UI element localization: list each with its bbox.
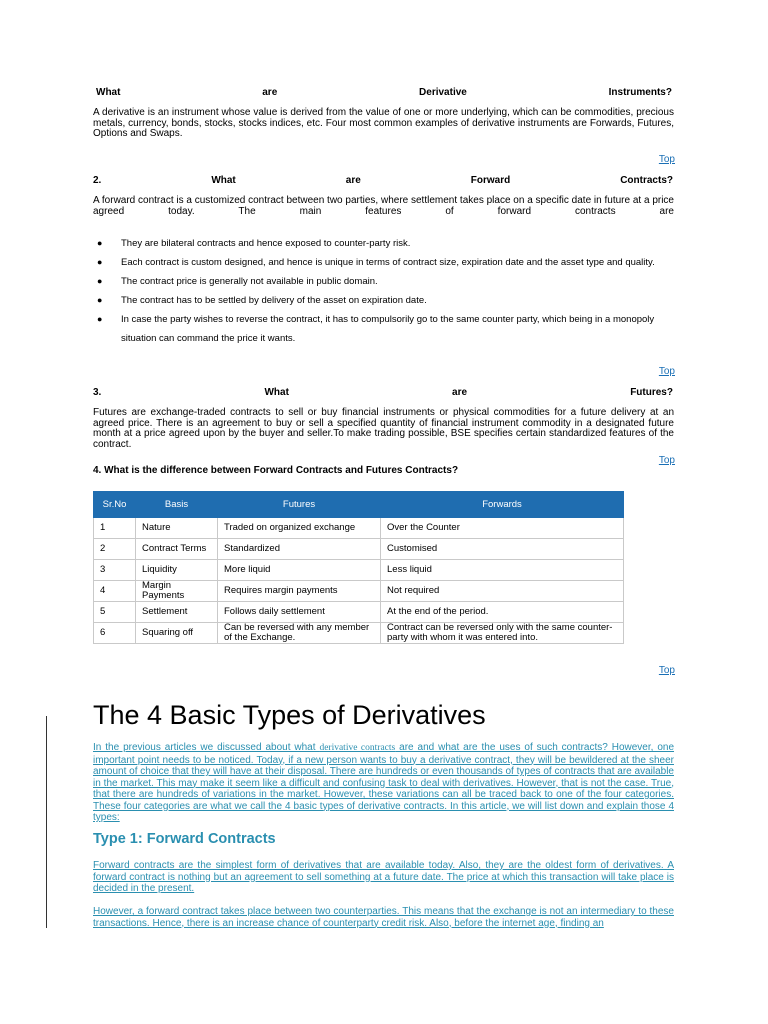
table-cell: 6: [94, 623, 136, 644]
table-cell: Customised: [381, 539, 624, 560]
heading-word: are: [262, 87, 278, 98]
heading-word: are: [452, 387, 468, 398]
derivative-contracts-link[interactable]: derivative contracts: [319, 743, 396, 753]
question-heading-2: [93, 175, 673, 186]
list-item: [93, 272, 674, 291]
heading-word: Derivative: [419, 87, 467, 98]
forward-features-list: [93, 234, 674, 348]
question-2-body: A forward contract is a customized contract between two parties, where settlement takes place on a specific date in future at a price agreed today. The main features of forward contracts are: [93, 195, 674, 217]
table-cell: Can be reversed with any member of the Exchange.: [218, 623, 381, 644]
heading-word: 3.: [93, 387, 102, 398]
list-item-text: The contract has to be settled by delivery of the asset on expiration date.: [121, 295, 427, 306]
intro-text: In the previous articles we discussed about what: [93, 742, 320, 753]
table-cell: More liquid: [218, 560, 381, 581]
table-cell: 5: [94, 602, 136, 623]
type-1-paragraph-1[interactable]: Forward contracts are the simplest form of derivatives that are available today. Also, they are the oldest form of derivatives. A forward contract is nothing but an agreement to sell something at a future date. The price at which this transaction will take place is decided in the present.: [93, 860, 674, 894]
heading-word: What: [96, 87, 121, 98]
question-heading-1: [96, 87, 672, 98]
table-cell: At the end of the period.: [381, 602, 624, 623]
table-cell: Margin Payments: [136, 581, 218, 602]
table-cell: 2: [94, 539, 136, 560]
table-cell: Not required: [381, 581, 624, 602]
article-title: The 4 Basic Types of Derivatives: [93, 700, 486, 730]
table-cell: Settlement: [136, 602, 218, 623]
top-link[interactable]: Top: [658, 366, 675, 377]
heading-word: What: [264, 387, 289, 398]
list-item: [93, 253, 674, 272]
list-item: [93, 310, 674, 348]
table-cell: 1: [94, 518, 136, 539]
list-item-text: They are bilateral contracts and hence exposed to counter-party risk.: [121, 238, 411, 249]
question-heading-4: 4. What is the difference between Forward Contracts and Futures Contracts?: [93, 465, 459, 476]
column-header: Forwards: [381, 492, 624, 518]
table-header-row: [94, 492, 624, 518]
top-link[interactable]: Top: [658, 455, 675, 466]
table-row: [94, 539, 624, 560]
table-row: [94, 518, 624, 539]
margin-line: [46, 716, 47, 928]
question-1-body: A derivative is an instrument whose value is derived from the value of one or more underlying, which can be commodities, precious metals, currency, bonds, stocks, stocks indices, etc. Four most common examples of derivative instruments are Forwards, Futures, Options and Swaps.: [93, 107, 674, 139]
table-row: [94, 560, 624, 581]
column-header: Sr.No: [94, 492, 136, 518]
list-item-text: In case the party wishes to reverse the contract, it has to compulsorily go to the same counter party, which being in a monopoly situation can command the price it wants.: [121, 314, 655, 344]
table-cell: Squaring off: [136, 623, 218, 644]
question-3-body: Futures are exchange-traded contracts to sell or buy financial instruments or physical commodities for a future delivery at an agreed price. There is an agreement to buy or sell a specified quantity of financial instrument commodity in a designated future month at a price agreed upon by the buyer and seller.To make trading possible, BSE specifies certain standardized features of the contract.: [93, 407, 674, 450]
heading-word: Forward: [470, 175, 511, 186]
bullet-icon: ●: [97, 257, 103, 267]
column-header: Futures: [218, 492, 381, 518]
type-1-heading: Type 1: Forward Contracts: [93, 831, 276, 847]
table-cell: Requires margin payments: [218, 581, 381, 602]
top-link[interactable]: Top: [658, 665, 675, 676]
comparison-table: [93, 491, 624, 644]
heading-word: are: [345, 175, 361, 186]
table-cell: Traded on organized exchange: [218, 518, 381, 539]
heading-word: Contracts?: [620, 175, 673, 186]
table-cell: 4: [94, 581, 136, 602]
table-cell: Less liquid: [381, 560, 624, 581]
table-cell: Contract can be reversed only with the same counter-party with whom it was entered into.: [381, 623, 624, 644]
table-cell: Over the Counter: [381, 518, 624, 539]
list-item-text: Each contract is custom designed, and hence is unique in terms of contract size, expiration date and the asset type and quality.: [121, 257, 655, 268]
table-cell: Contract Terms: [136, 539, 218, 560]
bullet-icon: ●: [97, 276, 103, 286]
list-item: [93, 234, 674, 253]
heading-word: Futures?: [630, 387, 673, 398]
table-cell: Nature: [136, 518, 218, 539]
type-1-paragraph-2[interactable]: However, a forward contract takes place between two counterparties. This means that the exchange is not an intermediary to these transactions. Hence, there is an increase chance of counterparty credit risk. Also, before the internet age, finding an: [93, 906, 674, 929]
top-link[interactable]: Top: [658, 154, 675, 165]
table-row: [94, 581, 624, 602]
intro-text: are and what are the uses of such contracts? However, one important point needs to be noticed. Today, if a new person wants to buy a derivative contract, they will be bewildered at the sheer amount of choice that they will have at their disposal. There are hundreds or even thousands of types of contracts that are available in the market. This may make it seem like a difficult and confusing task to deal with derivatives. However, that is not the case. True, that there are hundreds of variations in the market. However, these variations can all be traced back to one of the four categories. These four categories are what we call the 4 basic types of derivative contracts. In this article, we will list down and explain those 4 types:: [93, 742, 675, 823]
bullet-icon: ●: [97, 314, 103, 324]
heading-word: What: [211, 175, 236, 186]
list-item: [93, 291, 674, 310]
table-cell: Follows daily settlement: [218, 602, 381, 623]
bullet-icon: ●: [97, 295, 103, 305]
list-item-text: The contract price is generally not available in public domain.: [121, 276, 378, 287]
column-header: Basis: [136, 492, 218, 518]
bullet-icon: ●: [97, 238, 103, 248]
table-cell: Standardized: [218, 539, 381, 560]
table-row: [94, 602, 624, 623]
table-cell: 3: [94, 560, 136, 581]
table-row: [94, 623, 624, 644]
heading-word: Instruments?: [608, 87, 672, 98]
table-cell: Liquidity: [136, 560, 218, 581]
article-intro[interactable]: [93, 742, 674, 824]
heading-word: 2.: [93, 175, 102, 186]
question-heading-3: [93, 387, 673, 398]
